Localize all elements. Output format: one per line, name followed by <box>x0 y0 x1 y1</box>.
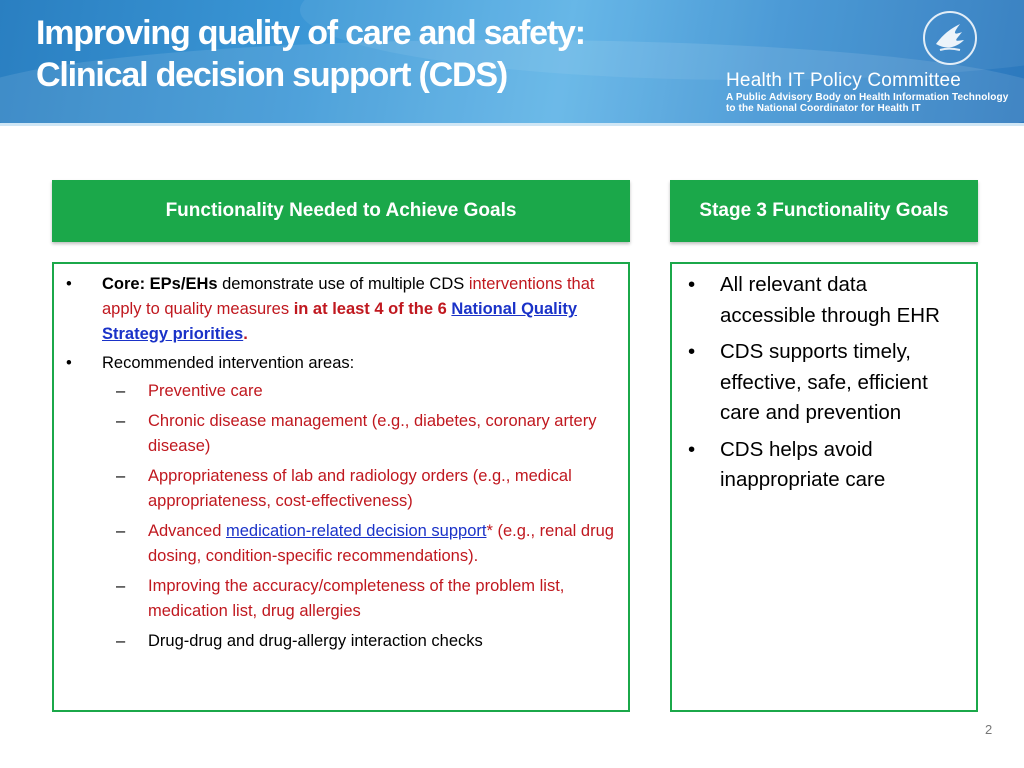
sub-item-text: Improving the accuracy/completeness of the problem list, medication list, drug allergies <box>148 577 565 620</box>
sub-item-accuracy <box>62 574 618 624</box>
org-subtitle-1: A Public Advisory Body on Health Information Technology <box>726 92 1009 103</box>
bullet-dot: • <box>688 340 696 363</box>
sub-item-chronic <box>62 409 618 459</box>
title-line-1: Improving quality of care and safety: <box>36 14 585 52</box>
bullet-core <box>62 272 618 347</box>
slide-header <box>0 0 1024 126</box>
left-panel-header: Functionality Needed to Achieve Goals <box>52 180 630 242</box>
goal-text: CDS helps avoid inappropriate care <box>720 437 886 491</box>
sub-item-interaction-checks <box>62 629 618 654</box>
dash-marker: – <box>116 467 126 485</box>
goal-item <box>680 270 968 331</box>
bullet-recommended <box>62 351 618 654</box>
goal-item <box>680 337 968 429</box>
bullet-dot: • <box>688 437 696 461</box>
nqs-priorities-link[interactable]: National Quality Strategy priorities <box>102 300 578 343</box>
hhs-eagle-icon <box>922 10 978 66</box>
left-panel-body <box>52 262 630 712</box>
dash-marker: – <box>116 382 126 400</box>
org-branding <box>726 70 1008 114</box>
core-end: . <box>243 325 248 343</box>
goal-text: All relevant data accessible through EHR <box>720 273 940 327</box>
org-name: Health IT Policy Committee <box>726 70 962 91</box>
org-subtitle-2: to the National Coordinator for Health IT <box>726 103 921 114</box>
header-divider <box>0 123 1024 126</box>
core-lead: Core: EPs/EHs <box>102 275 218 293</box>
bullet-dot: • <box>66 354 72 372</box>
dash-marker: – <box>116 577 126 595</box>
dash-marker: – <box>116 632 126 650</box>
sub-item-text: Chronic disease management (e.g., diabetes, coronary artery disease) <box>148 412 597 455</box>
recommended-label: Recommended intervention areas: <box>102 354 355 372</box>
right-panel-body <box>670 262 978 712</box>
goal-item <box>680 435 968 496</box>
intervention-sublist <box>102 379 618 654</box>
page-number: 2 <box>985 722 993 737</box>
dash-marker: – <box>116 412 126 430</box>
core-bold: in at least 4 of the 6 <box>293 300 447 318</box>
dash-marker: – <box>116 522 126 540</box>
left-bullet-list <box>62 272 618 654</box>
bullet-dot: • <box>688 273 696 296</box>
goal-text: CDS supports timely, effective, safe, efficient care and prevention <box>720 340 928 424</box>
sub-item-appropriateness <box>62 464 618 514</box>
medication-decision-support-link[interactable]: medication-related decision support <box>225 522 487 540</box>
sub-item-text-pre: Advanced <box>148 522 226 540</box>
title-line-2: Clinical decision support (CDS) <box>36 56 507 94</box>
sub-item-text: Preventive care <box>148 382 263 400</box>
sub-item-text: Drug-drug and drug-allergy interaction checks <box>148 632 483 650</box>
sub-item-preventive <box>62 379 618 404</box>
right-bullet-list <box>680 270 968 496</box>
bullet-dot: • <box>66 275 72 293</box>
slide-title <box>36 12 585 96</box>
sub-item-advanced <box>62 519 618 569</box>
core-text-1: demonstrate use of multiple CDS <box>217 275 469 293</box>
sub-item-text: Appropriateness of lab and radiology orders (e.g., medical appropriateness, cost-effectiveness) <box>148 467 572 510</box>
right-panel-header: Stage 3 Functionality Goals <box>670 180 978 242</box>
core-text-2: interventions that apply to quality measures <box>102 275 595 318</box>
sub-item-text-post: * (e.g., renal drug dosing, condition-specific recommendations). <box>148 522 614 565</box>
